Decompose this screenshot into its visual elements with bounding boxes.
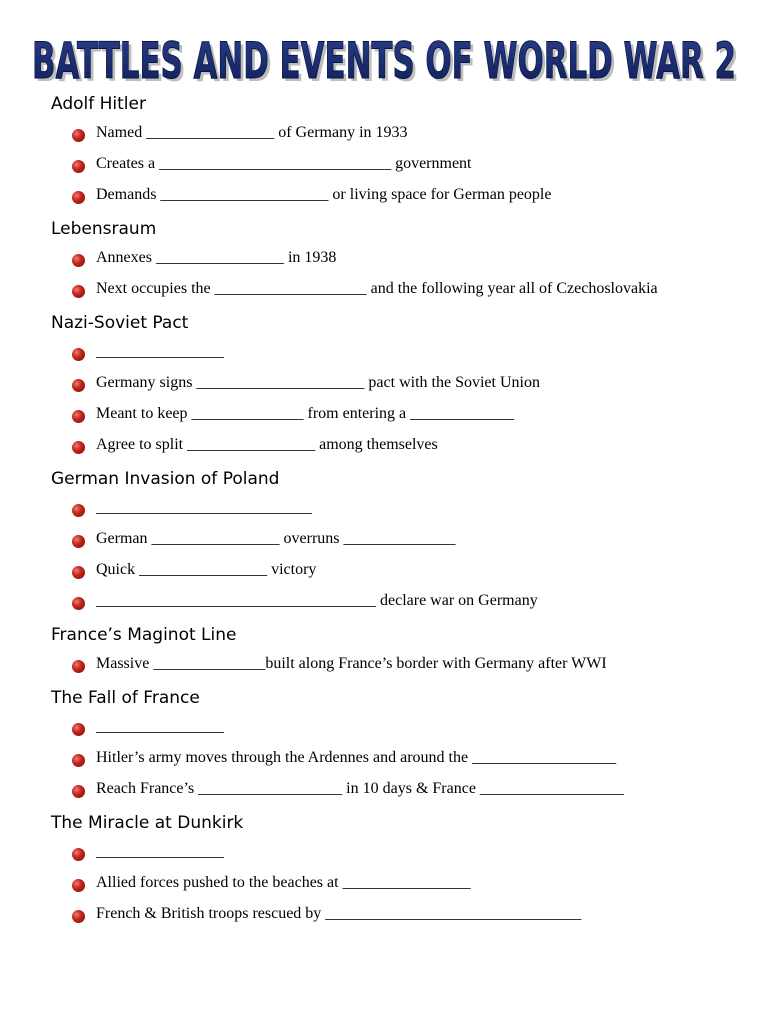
section-heading: German Invasion of Poland (51, 469, 280, 489)
bullet-icon (72, 160, 85, 173)
bullet-icon (72, 441, 85, 454)
bullet-icon (72, 535, 85, 548)
bullet-icon (72, 910, 85, 923)
fill-in-item: Meant to keep ______________ from entering a _____________ (96, 405, 515, 422)
fill-in-item: Annexes ________________ in 1938 (96, 249, 337, 266)
fill-in-item: Reach France’s __________________ in 10 days & France __________________ (96, 780, 624, 797)
bullet-icon (72, 348, 85, 361)
fill-in-item: Germany signs _____________________ pact with the Soviet Union (96, 374, 540, 391)
fill-in-item: ________________ (96, 843, 224, 860)
bullet-icon (72, 504, 85, 517)
bullet-icon (72, 754, 85, 767)
bullet-icon (72, 879, 85, 892)
bullet-icon (72, 566, 85, 579)
section-heading: The Miracle at Dunkirk (51, 813, 244, 833)
fill-in-item: Hitler’s army moves through the Ardennes and around the __________________ (96, 749, 617, 766)
bullet-icon (72, 129, 85, 142)
fill-in-item: ___________________________ (96, 499, 312, 516)
bullet-icon (72, 285, 85, 298)
fill-in-item: ________________ (96, 343, 224, 360)
fill-in-item: German ________________ overruns ______________ (96, 530, 456, 547)
bullet-icon (72, 254, 85, 267)
section-heading: Adolf Hitler (51, 94, 146, 114)
fill-in-item: Massive ______________built along France’s border with Germany after WWI (96, 655, 607, 672)
bullet-icon (72, 191, 85, 204)
fill-in-item: Agree to split ________________ among themselves (96, 436, 438, 453)
bullet-icon (72, 410, 85, 423)
bullet-icon (72, 785, 85, 798)
section-heading: France’s Maginot Line (51, 625, 237, 645)
fill-in-item: Named ________________ of Germany in 1933 (96, 124, 408, 141)
title-graphic (28, 26, 740, 90)
fill-in-item: ________________ (96, 718, 224, 735)
fill-in-item: Next occupies the ___________________ and the following year all of Czechoslovakia (96, 280, 658, 297)
fill-in-item: ___________________________________ declare war on Germany (96, 592, 538, 609)
section-heading: Nazi-Soviet Pact (51, 313, 189, 333)
bullet-icon (72, 379, 85, 392)
bullet-icon (72, 723, 85, 736)
fill-in-item: French & British troops rescued by ________________________________ (96, 905, 582, 922)
bullet-icon (72, 660, 85, 673)
section-heading: Lebensraum (51, 219, 157, 239)
fill-in-item: Allied forces pushed to the beaches at ________________ (96, 874, 471, 891)
bullet-icon (72, 848, 85, 861)
title-text: BATTLES AND EVENTS OF WORLD WAR 2 (32, 32, 736, 90)
fill-in-item: Demands _____________________ or living space for German people (96, 186, 552, 203)
fill-in-item: Creates a _____________________________ government (96, 155, 472, 172)
bullet-icon (72, 597, 85, 610)
worksheet-title (28, 26, 740, 90)
section-heading: The Fall of France (51, 688, 200, 708)
fill-in-item: Quick ________________ victory (96, 561, 317, 578)
title-shadow: BATTLES AND EVENTS OF WORLD WAR 2 (35, 35, 739, 90)
